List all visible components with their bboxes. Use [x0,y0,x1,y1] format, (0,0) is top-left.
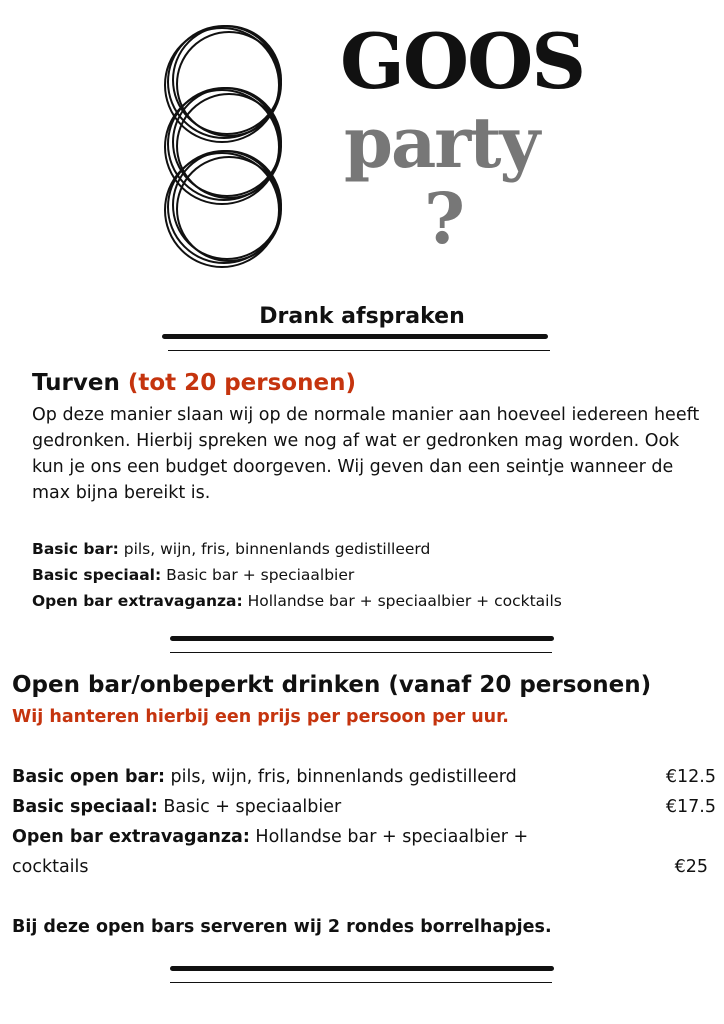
package-desc-continued: cocktails [12,857,89,877]
package-price: €12.5 [665,767,716,787]
openbar-heading: Open bar/onbeperkt drinken (vanaf 20 personen) [12,672,652,698]
table-row [12,822,528,852]
package-name: Basic open bar: [12,767,165,787]
package-desc: Basic + speciaalbier [157,797,342,817]
turven-description: Op deze manier slaan wij op de normale manier aan hoeveel iedereen heeft gedronken. Hierbij spreken we nog af wat er gedronken mag worden. Ook kun je ons een budget doorgeven. Wij geven dan een seintje wanneer de max bijna bereikt is. [32,405,700,503]
package-price: €25 [674,857,708,877]
footer-note: Bij deze open bars serveren wij 2 rondes borrelhapjes. [12,917,552,937]
option-desc: pils, wijn, fris, binnenlands gedistilleerd [118,540,431,558]
package-desc: Hollandse bar + speciaalbier + [249,827,529,847]
divider [168,350,550,351]
turven-heading-note: (tot 20 personen) [127,370,356,396]
openbar-subheading: Wij hanteren hierbij een prijs per persoon per uur. [12,707,509,727]
table-row [12,762,517,792]
list-item [32,536,430,562]
logo-party: party [344,101,539,184]
logo-goos: GOOS [340,17,585,106]
package-name: Basic speciaal: [12,797,158,817]
turven-heading [32,368,356,398]
section-title: Drank afspraken [259,304,465,329]
interlocking-rings-icon [160,14,292,272]
package-name: Open bar extravaganza: [12,827,250,847]
option-name: Basic bar: [32,540,119,558]
option-desc: Basic bar + speciaalbier [161,566,355,584]
option-name: Open bar extravaganza: [32,592,243,610]
option-name: Basic speciaal: [32,566,162,584]
divider [170,652,552,653]
list-item [32,588,562,614]
divider [170,636,554,641]
divider [170,966,554,971]
logo-question-mark: ? [424,177,466,260]
turven-heading-label: Turven [32,370,120,396]
package-price: €17.5 [665,797,716,817]
option-desc: Hollandse bar + speciaalbier + cocktails [242,592,562,610]
table-row [12,792,341,822]
divider [162,334,548,339]
package-desc: pils, wijn, fris, binnenlands gedistilleerd [164,767,517,787]
list-item [32,562,354,588]
divider [170,982,552,983]
